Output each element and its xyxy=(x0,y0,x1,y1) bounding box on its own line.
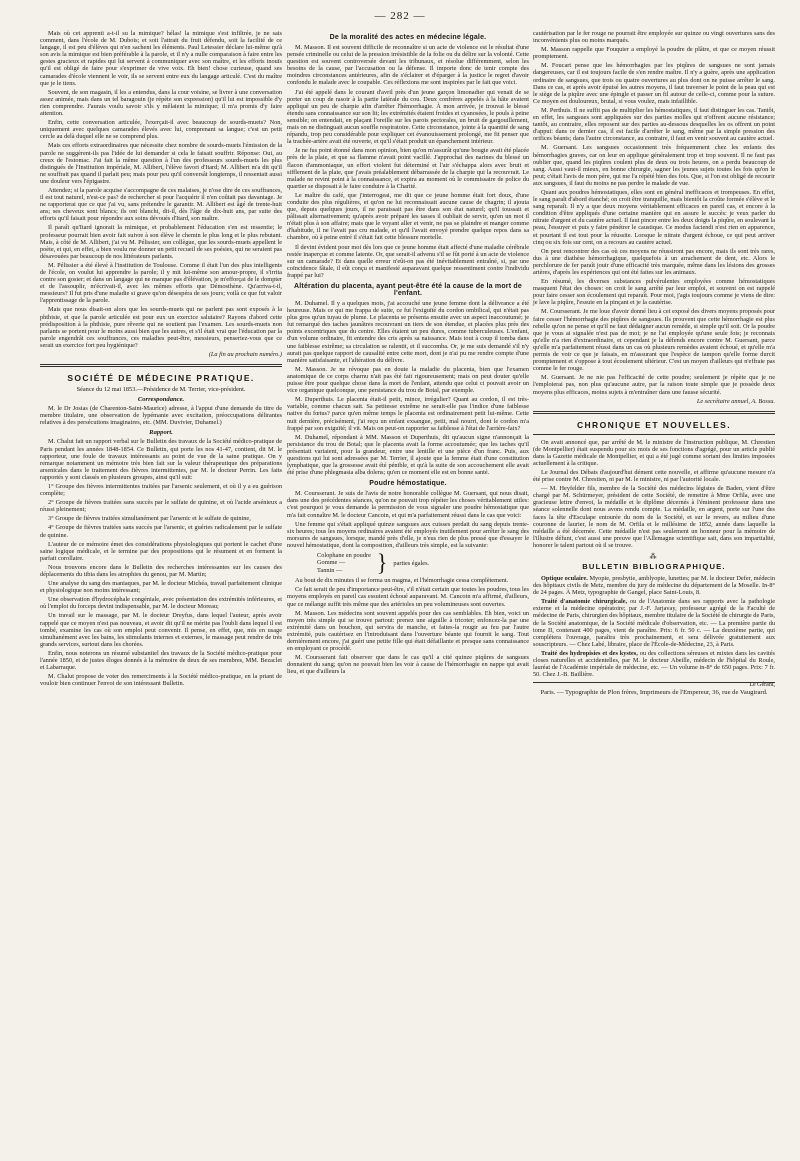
middle-paragraph: M. Masson. Je ne révoque pas en doute la maladie du placenta, bien que l'examen anatomique de ce corps charnu n'ait pas été fait rigoureusement; mais on peut douter qu'elle puisse être pour quelque chose dans la mort de l'enfant, attendu que celui ci pouvait avoir un vice organique quelconque, une persistance du trou de Botal, par exemple. xyxy=(287,365,529,395)
chronique-paragraph: On avait annoncé que, par arrêté de M. le ministre de l'instruction publique, M. Chrestien (de Montpellier) était suspendu pour six mois de ses fonctions d'agrégé, pour un article publié dans la Gazette médicale de Montpellier, et qui a été jugé comme sortant des limites imposées actuellement à la critique. xyxy=(533,438,775,467)
correspondance-text: M. le Dr Josias (de Charenton-Saint-Maurice) adresse, à l'appui d'une demande du titre de membre titulaire, une observation de lypémanie avec excitation, préoccupations délirantes relatives à des persécutions imaginaires, etc. (MM. Duvivier, Duhamel.) xyxy=(40,405,282,427)
biblio-title: BULLETIN BIBLIOGRAPHIQUE. xyxy=(582,562,726,571)
middle-paragraph: Je ne fus point étonné dans mon opinion, bien qu'on m'assurât qu'une bougie avait été placée près de la plaie, et que sa flamme n'avait point vacillé. J'approchai des narines du blessé un flacon d'ammoniaque, un effort violent fut déterminé et l'air s'échappa alors avec bruit et sifflement de la plaie, que j'avais préalablement débarrassée de la charpie qui la recouvrait. Le malade ne revint point à la connaissance, et expira au moment où le commissaire de police du quartier se disposait à le faire conduire à la Charité. xyxy=(287,147,529,190)
middle-column xyxy=(287,30,529,677)
rapport-paragraph: Un travail sur le massage, par M. le docteur Dreyfus, dans lequel l'auteur, après avoir rappelé que ce moyen n'est pas nouveau, et avoir dit qu'il ne mérite pas l'oubli dans lequel il est tombé, examine les cas où son emploi peut convenir. Il pense, en effet, que, mis en usage simultanément avec les bains, les stimulants internes et externes, le massage peut rendre de très grands services, surtout dans les chorées. xyxy=(40,612,282,648)
middle-paragraph: M. Coursserant. Je suis de l'avis de notre honorable collègue M. Guersant, qui nous disait, dans une des précédentes séances, qu'on ne pouvait trop répéter les choses véritablement utiles: c'est pourquoi je vous demande la permission de vous signaler une poudre hémostatique que m'a fait connaître M. le docteur Cancoin, et qui m'a parfaitement réussi dans le cas que voici: xyxy=(287,490,529,519)
powder-formula xyxy=(317,548,529,577)
middle-paragraph: M. Masson. Les médecins sont souvent appelés pour des cas semblables. Eh bien, voici un moyen très simple qui se trouve partout: prenez une aiguille à tricoter; enfoncez-la par une extrémité dans un bouchon, qui servira de manche, et faites-la rougir au feu par l'autre extrémité, puis cautérisez en l'introduisant dans l'ouverture béante qui fournit le sang. Tout dernièrement encore, j'ai guéri une petite fille qui était défaillante et presque sans connaissance en employant ce procédé. xyxy=(287,609,529,653)
right-paragraph: M. Perthuis. Il ne suffit pas de multiplier les hémostatiques, il faut distinguer les cas. Tantôt, en effet, les sangsues sont appliquées sur des parties molles qui n'offrent aucune résistance; tantôt, au contraire, elles reposent sur des parties au-dessous desquelles les os offrent un point d'appui: dans ce dernier cas, il est facile d'arrêter le sang, même par la simple pression des orifices béants; dans l'autre circonstance, au contraire, il faut en venir souvent au cautère actuel. xyxy=(533,106,775,143)
poudre-heading: Poudre hémostatique. xyxy=(369,480,447,488)
formula-item: Tannin — xyxy=(317,566,343,574)
chronique-paragraph: Le Journal des Débats d'aujourd'hui dément cette nouvelle, et affirme qu'aucune mesure n'a été prise contre M. Chrestien, ni par M. le ministre, ni par l'autorité locale. xyxy=(533,468,775,484)
section-divider xyxy=(533,411,775,414)
left-paragraph: Mais où cet apprenti a-t-il su la mimique? hélas! la mimique s'est infiltrée, je ne sais comment, dans l'école de M. Dubois; et soit l'attrait du fruit défendu, soit la facilité de ce langage, il est peu d'élèves qui n'en sachent les éléments. Paul Letessier déclare lui-même qu'à son avis la mimique est bien préférable à la parole, et il n'y a nulle comparaison à faire entre les gestes gracieux et rapides qui lui servent à communiquer avec son maître, et les efforts inouïs qu'il est obligé de faire pour s'exprimer de vive voix. Eh bien! chose curieuse, quand ses camarades d'école viennent le voir, ils se servent entre eux du langage articulé. C'est du maître que je le tiens. xyxy=(40,30,282,87)
rapport-paragraph: 4° Groupe de fièvres traitées sans succès par l'arsenic, et guéries radicalement par le sulfate de quinine. xyxy=(40,524,282,539)
middle-paragraph: M. Masson. Il est souvent difficile de reconnaître si un acte de violence est le résultat d'une pensée criminelle ou celui de la pression irrésistible de la folie ou du délire sur la volonté. Cette question est souvent controversée devant les tribunaux, et résolue différemment, selon les besoins de la cause, par l'accusation ou la défense. Il importe donc de tenir compte des moindres circonstances antérieures, afin de s'éclairer et d'éparger à la justice le regret d'avoir confondu le malade avec le coupable. Ces réflexions me sont inspirées par le fait que voici. xyxy=(287,44,529,87)
right-paragraph: cautérisation par le fer rouge ne pourrait être employée sur quinze ou vingt ouvertures sans des inconvénients plus ou moins marqués. xyxy=(533,30,775,45)
rapport-paragraph: Une analyse du sang des maniaques, par M. le docteur Michéa, travail parfaitement clinique et physiologique non moins intéressant; xyxy=(40,580,282,595)
rapport-paragraph: 3° Groupe de fièvres traitées simultanément par l'arsenic et le sulfate de quinine, xyxy=(48,515,251,523)
biblio-entry-text: ou de l'Anatomie dans ses rapports avec la pathologie externe et la médecine opératoire; par J.-F. Jarjavay, professeur agrégé de la Faculté de médecine de Paris, chirurgien des hôpitaux, membre titulaire de la Société de chirurgie de Paris, de la Société anatomique, de la Société médicale d'observation, etc. — La première partie du tome II, contenant 400 pages, vient de paraître. Prix: 6 fr. 50 c. — La deuxième partie, qui complétera l'ouvrage, paraîtra très prochainement, et sera délivrée gratuitement aux souscripteurs. — Chez Labé, libraire, place de l'École-de-Médecine, 23, à Paris. xyxy=(533,598,775,648)
chronique-title: CHRONIQUE ET NOUVELLES. xyxy=(576,419,732,430)
middle-paragraph: M. Duhamel. Il y a quelques mois, j'ai accouché une jeune femme dont la délivrance a été heureuse. Mais ce qui me frappa de suite, ce fut l'exiguïté du cordon ombilical, qui n'était pas plus gros qu'un tuyau de plume. Le placenta se présenta ensuite avec un aspect inaccoutumé; je fut remarqué des taches jaunâtres recouvrant un tiers de son étendue, et placées plus près des points excentriques que du centre. Elles étaient un peu dures, comme tuberculeuses. L'enfant, d'un volume ordinaire, fit entendre des cris après sa naissance. Mais tout à coup il tomba dans une faiblesse extrême; sa circulation se ralentit, et il succomba. Or, je me suis demandé s'il n'y aurait pas quelque rapport de causalité entre cette mort, dont je n'ai pu me rendre compte d'une manière satisfaisante, et l'altération du délivre. xyxy=(287,300,529,364)
left-paragraph: Souvent, de son magasin, il les a entendus, dans la cour voisine, se livrer à une conversation assez animée, mais dans un tel baragouin (je répète son expression) qu'il lui est impossible d'y rien comprendre. J'aurais voulu savoir s'ils y mêlaient la mimique; il m'a promis d'y faire attention. xyxy=(40,88,282,118)
rapport-paragraph: Une observation d'hydrocéphale congéniale, avec présentation des extrémités inférieures, et où l'emploi du forceps devint indispensable, par M. le docteur Moreau; xyxy=(40,596,282,611)
rapport-paragraph: M. Chalut propose de voter des remerciments à la Société médico-pratique, en la priant de vouloir bien continuer l'envoi de son intéressant Bulletin. xyxy=(40,673,282,688)
placenta-heading: Altération du placenta, ayant peut-être été la cause de la mort de l'enfant. xyxy=(294,283,522,297)
seance-line: Séance du 12 mai 1853.—Présidence de M. Terrier, vice-président. xyxy=(76,386,246,394)
middle-paragraph: M. Duperthuis. Le placenta était-il petit, mince, irrégulier? Quant au cordon, il est très-variable, comme chacun sait. Sa petitesse extrême ne serait-elle pas l'indice d'une faiblesse native du fœtus? parce qu'en même temps le placenta est ordinairement petit lui-même. Cette nuit dernière, précisément, j'ai reçu un enfant exsangue, petit, mal nourri, dont le cordon m'a frappé par son exiguïté; il vit. Mais on peut-on rapporter sa faiblesse à l'état de l'arrière-faix? xyxy=(287,396,529,432)
middle-paragraph: Le maître du café, que j'interrogeai, me dit que ce jeune homme était fort doux, d'une conduite des plus régulières, et qu'on ne lui reconnaissait aucune cause de chagrin; il ajouta que, depuis quelques jours, il ne paraissait pas être dans son état naturel; qu'il toussait et pâlissait alternativement; qu'après avoir préparé les tasses il oubliait de servir, qu'en un mot il n'était plus à son affaire; mais que le voyant aller et venir, ne pas se plaindre et manger comme d'habitude, il ne l'avait pas cru malade, et qu'il l'avait envoyé prendre quelque repos dans sa chambre, où à peine entré il s'était fait cette blessure mortelle. xyxy=(287,191,529,242)
correspondance-heading: Correspondance. xyxy=(137,396,185,404)
title-rule xyxy=(533,434,775,435)
society-title: SOCIÉTÉ DE MÉDECINE PRATIQUE. xyxy=(67,373,255,384)
right-column xyxy=(533,30,775,697)
formula-quantity: parties égales. xyxy=(393,559,430,567)
chronique-paragraph: — M. Heyfelder fils, membre de la Société des médecins légistes de Baden, vient d'être chargé par M. Schürmeyer, président de cette Société, de remettre à Mme Orfila, avec une gracieuse lettre d'envoi, la médaille et le diplôme décernés à l'éminent professeur dans une séance solennelle dont nous avons rendu compte. La médaille, en argent, porte sur l'une des faces la tête d'Esculape entourée du nom de la Société, et sur le revers, au milieu d'une couronne de laurier, le nom de M. Orfila et le millésime de 1852, année dans laquelle la médaille a été décernée. Cette médaille n'est pas seulement un honneur pour la mémoire de l'illustre défunt, c'est aussi une preuve que l'Allemagne scientifique sait, dans son impartialité, honorer le talent partout où il se trouve. xyxy=(533,485,775,549)
right-paragraph: On peut rencontrer des cas où ces moyens ne réussiront pas encore, mais ils sont très rares, dus à une diathèse hémorrhagique, quelquefois à un arrachement de dent, etc. Alors le perchlorure de fer paraît jouir d'une efficacité très marquée, même dans les lésions des grosses artères, d'après les expériences qui ont été faites sur les animaux. xyxy=(533,247,775,276)
middle-paragraph: M. Duhamel, répondant à MM. Masson et Duperthuis, dit qu'aucun signe n'annonçait la persistance du trou de Botal; que le placenta avait la forme accoutumée; que les taches qu'il présentait variaient, pour la grandeur, entre une lentille et une pièce d'un franc. Puis, aux questions qui lui sont adressées par M. Terrier, il ajoute que la femme était d'une constitution lymphatique, que la grossesse avait été pénible, et qu'à la suite de son accouchement elle avait été prise d'une phlegmasia alba dolens; qu'en ce moment elle est en bonne santé. xyxy=(287,433,529,477)
biblio-entry-text: Myopie, presbytie, amblyopie, lunettes; par M. le docteur Defer, médecin des hôpitaux civils de Metz, membre du jury de médecine du département de la Moselle. In-8° de 24 pages. À Metz, typographie de Gangel, place Saint-Louis, 8. xyxy=(533,575,775,597)
left-paragraph: M. Pélissier a été élevé à l'institution de Toulouse. Comme il était l'un des plus intelligents de l'école, on voulut lui apprendre la parole; il y mit lui-même son amour-propre, il s'irrita contre son gosier; et dans un langage qui ne manque pas d'élévation, je m'efforçai de le dompter et de l'assouplir, m'écrivait-il, avec les mêmes efforts que Démosthène. Qu'arriva-t-il, messieurs? Il fut pris d'une maladie si grave qu'on désespéra de ses jours; voilà ce que fut valoir l'apprentissage de la parole. xyxy=(40,261,282,305)
middle-paragraph: M. Coursserant fait observer que dans le cas qu'il a cité quinze piqûres de sangsues donnaient du sang; qu'on ne pouvait bien les voir à cause de l'hémorrhagie en nappe qui avait lieu, et que d'ailleurs la xyxy=(287,654,529,676)
rapport-paragraph: Enfin, nous noterons un résumé substantiel des travaux de la Société médico-pratique pour l'année 1850, et de justes éloges donnés à la mémoire de deux de ses membres, MM. Bezaclet et Labarraque. xyxy=(40,649,282,672)
biblio-entry xyxy=(533,575,775,596)
biblio-entry-title: Optique oculaire. xyxy=(541,575,588,582)
right-paragraph: M. Masson rappelle que Fouquier a employé la poudre de plâtre, et que ce moyen réussit promptement. xyxy=(533,46,775,61)
rapport-paragraph: M. Chalut fait un rapport verbal sur le Bulletin des travaux de la Société médico-pratique de Paris pendant les années 1848-1854. Ce Bulletin, qui porte les nos 41-47, contient, dit M. le rapporteur, une foule de travaux intéressants au point de vue de la saine pratique. On y remarque notamment un mémoire très bien fait sur la valeur thérapeutique des préparations arsenicales dans le traitement des fièvres intermittentes, par M. le docteur Perrin. Les faits rapportés y sont classés en plusieurs groupes, ainsi qu'il suit: xyxy=(40,438,282,481)
imprint xyxy=(533,682,775,697)
imprint-line: Paris. — Typographie de Plon frères, Imprimeurs de l'Empereur, 36, rue de Vaugirard. xyxy=(540,689,768,697)
rapport-paragraph: L'auteur de ce mémoire émet des considérations physiologiques qui portent le cachet d'une saine logique médicale, et le termine par des propositions qui le résument et en forment la parfait corollaire. xyxy=(40,540,282,562)
secretary-signature: Le secrétaire annuel, A. Bossu. xyxy=(696,397,775,405)
formula-item: Gomme — xyxy=(317,559,346,567)
right-paragraph: Quant aux poudres hémostatiques, elles sont en général inefficaces et trompeuses. En effet, le sang paraît d'abord étanché; on croit être tranquille, mais bientôt la croûte formée s'élève et le sang reparaît. Il n'y a que deux moyens véritablement efficaces en pareil cas, et encore à la condition d'être appliqués d'une certaine manière qui en assure le succès: je veux parler du nitrate d'argent et du cautère actuel. Il faut pincer entre les deux doigts la piqûre, en soulevant la peau, l'essuyer et puis y faire pénétrer le caustique. Ce modus faciendi n'est rien en apparence, et pourtant il est tout pour la réussite. Lorsque le nitrate d'argent échoue, ce qui peut arriver cinq ou six fois sur cent, on a recours au cautère actuel. xyxy=(533,188,775,246)
biblio-entry xyxy=(533,598,775,648)
middle-paragraph: Une femme qui s'était appliqué quinze sangsues aux cuisses perdait du sang depuis trente-six heures; tous les moyens ordinaires avaient été employés inutilement pour arrêter le sang des morsures de sangsues, lorsque, mandé près d'elle, je n'eus rien de plus pressé que d'essayer le nouvel hémostatique, dont la composition, d'ailleurs très simple, est la suivante: xyxy=(287,520,529,549)
middle-paragraph: J'ai été appelé dans le courant d'avril près d'un jeune garçon limonadier qui venait de se porter un coup de rasoir à la partie latérale du cou. Deux confrères appelés à la hâte avaient appliqué un peu de charpie afin d'arrêter l'hémorrhagie. À mon arrivée, je trouvai le blessé étendu sans connaissance sur son lit; les extrémités étaient froides et cyanosées, le pouls à peine sensible; on entendait, en plaçant l'oreille sur les parois pectorales, un bruit de gargouillement, mais on ne distinguait aucun souffle respiratoire. Cette circonstance, jointe à la quantité de sang répandu, trop peu considérable pour expliquer cet évanouissement prolongé, me fit penser que la trachée-artère avait été ouverte, et qu'il s'était produit un épanchement intérieur. xyxy=(287,88,529,146)
left-paragraph: Mais que nous disait-on alors que les sourds-muets qui ne parlent pas sont exposés à la phthisie, et que la parole articulée est pour eux un exercice salutaire? Rayons d'abord cette prédisposition à la phthisie, pure rêverie qui ne soutient pas l'examen. Les sourds-muets non parlants se portent pour le moins aussi bien que les autres, et s'il était vrai que l'éducation par la parole engendrât ces souffrances, ces maladies peut-être, messieurs, penseriez-vous que ce serait un exercice fort peu hygiénique? xyxy=(40,306,282,349)
middle-paragraph: Il devint évident pour moi dès lors que ce jeune homme était affecté d'une maladie cérébrale restée inaperçue et comme latente. Or, que serait-il advenu s'il se fût porté à un acte de violence sur un camarade? Et dans quelle erreur n'eût-on pas été inévitablement entraîné, si, par une coïncidence fâtale, il eût conçu et manifesté auparavant quelque ressentiment contre l'individu frappé par lui? xyxy=(287,243,529,279)
rapport-paragraph: Nous trouvons encore dans le Bulletin des recherches intéressantes sur les causes des déplacements du tibia dans les atrophies du genou, par M. Martin; xyxy=(40,563,282,578)
left-paragraph: Mais ces efforts extraordinaires que nécessite chez nombre de sourds-muets l'émission de la parole ne suggèrent-ils pas l'idée de lui demander si cela le faisait souffrir. Réponse: Oui, au creux de l'estomac. J'ai fait la même question à l'un des professeurs sourds-muets les plus distingués de l'Institution impériale, M. Allibert, l'élève favori d'Itard; M. Allibert m'a dit qu'il ne souffrait pas quand il parlait peu; mais pour peu qu'il conversât longtemps, il ressentait aussi une douleur vers l'épigastre. xyxy=(40,142,282,185)
right-paragraph: En résumé, les diverses substances pulvérulentes employées comme hémostatiques masquent l'état des choses: on croit le sang arrêté par leur emploi, et souvent on est rappelé pour faire cesser son écoulement qui reparaît. Pour moi, j'agis toujours comme je viens de dire: je lave la piqûre, l'essuie en la pinçant et je la cautérise. xyxy=(533,278,775,307)
moralite-heading: De la moralité des actes en médecine légale. xyxy=(329,34,487,41)
continued-note: (La fin au prochain numéro.) xyxy=(208,351,282,359)
right-paragraph: M. Guersant. Les sangsues occasionnent très fréquemment chez les enfants des hémorrhagies graves, car on leur en applique généralement trop et trop souvent. Il ne faut pas oublier que, quand les piqûres coulent plus de deux ou trois heures, on a perdu beaucoup de sang. Aussi vaut-il mieux, en bonne chirurgie, sagner les jeunes sujets toutes les fois qu'on le peut; c'était l'avis de mon père, qui me l'a répété bien des fois. Que, si l'on est obligé de recourir aux sangsues, il faut du moins ne pas perdre le malade de vue. xyxy=(533,144,775,187)
brace-icon: } xyxy=(376,548,388,577)
left-paragraph: Attendez; si la parole acquise s'accompagne de ces malaises, je n'ose dire de ces souffrances, il est tout naturel, n'est-ce pas? de rechercher si pour l'acquérir il n'en coûtait pas davantage. Je ne rapporterai que ce que j'ai vu, sans prétendre le garantir. M. Allibert est âgé de trente-huit ans; ses cheveux sont blancs; ils ont blanchi, dit-il, dès l'âge de dix-huit ans, par suite des efforts qu'il faisait pour répondre aux soins dévoués d'Itard, son maître. xyxy=(40,186,282,223)
biblio-entry-text: ou des collections séreuses et mixtes dans les cavités closes naturelles et accidentelles, par M. le docteur Abeille, médecin de l'hôpital du Roule, lauréat de l'Académie impériale de médecine, etc. — Un volume in-8° de 650 pages. Prix: 7 fr. 50. Chez J.-B. Baillière. xyxy=(533,649,776,679)
left-column xyxy=(40,30,282,689)
rapport-paragraph: 1° Groupe des fièvres intermittentes traitées par l'arsenic seulement, et où il y a eu guérison complète; xyxy=(40,482,282,498)
gerant-label: Le Gérant, xyxy=(749,682,775,689)
right-paragraph: M. Foucart pense que les hémorrhagies par les piqûres de sangsues ne sont jamais dangereuses, car il est toujours facile de s'en rendre maître. Il n'y a guère, après une application ordinaire de sangsues, que trois ou quatre ouvertures au plus dont on ne puisse arrêter le sang. Dans ce cas, et après avoir épuisé les autres moyens, il faut traverser le point de la peau qui est le siège de la piqûre avec une épingle et passer un fil autour de celle-ci, comme pour la suture. Ce moyen est douloureux, brutal, si vous voulez, mais infaillible. xyxy=(533,62,775,105)
biblio-entry-title: Traité d'anatomie chirurgicale, xyxy=(541,598,628,606)
section-divider xyxy=(40,364,282,367)
middle-paragraph: Au bout de dix minutes il se forma un magma, et l'hémorrhagie cessa complètement. xyxy=(295,577,509,585)
right-paragraph: M. Guersant. Je ne nie pas l'efficacité de cette poudre; seulement je répète que je ne l'emploierai pas, non plus qu'aucune autre, par la raison toute simple que je possède deux moyens plus efficaces, moins sujets à m'entraîner dans une fausse sécurité. xyxy=(533,374,775,396)
rapport-paragraph: 2° Groupe de fièvres traitées sans succès par le sulfate de quinine, et où l'acide arsénieux a réussi pleinement; xyxy=(40,499,282,514)
biblio-entry xyxy=(533,650,775,678)
page-number: — 282 — xyxy=(374,10,426,22)
biblio-entry-title: Traité des hydropisies et des kystes, xyxy=(541,649,638,657)
rapport-heading: Rapport. xyxy=(149,429,173,437)
right-paragraph: M. Coursserant. Je me loue d'avoir donné lieu à cet exposé des divers moyens proposés pour faire cesser l'hémorrhagie des piqûres de sangsues. Ils prouvent que cette hémorrhagie est plus rebelle qu'on ne pense et qu'il ne faut dédaigner aucun remède, si simple qu'il soit. Or la poudre que je vous ai signalée n'est pas de moi; je ne l'ai employée qu'une seule fois; je reconnais qu'elle n'a rien d'extraordinaire, et cependant je la défends encore contre M. Guersant, parce qu'elle m'a parfaitement réussi dans un cas où plusieurs remèdes avaient échoué, et qu'elle m'a permis de voir ce que je faisais, en m'assurant que l'espèce de tampon qu'elle forme durcit promptement et s'oppose à tout écoulement ultérieur. C'est un moyen d'ailleurs qui n'effraie pas comme le fer rouge. xyxy=(533,308,775,373)
imprint-rule xyxy=(533,682,775,683)
left-paragraph: Il paraît qu'Itard ignorait la mimique, et probablement l'éducation s'en est ressentie; le professeur pourrait bien avoir fait suivre à son élève le chemin le plus long et le plus rebutant. Mais, à côté de M. Allibert, j'ai vu M. Pélissier, son collègue, que les sourds-muets appellent le poète, et qui, en effet, a bien voulu me donner un petit recueil de ses poésies, qui ne seraient pas désavouées par beaucoup de nos littérateurs parlants. xyxy=(40,224,282,260)
left-paragraph: Enfin, cette conversation articulée, l'exerçait-il avec beaucoup de sourds-muets? Non, uniquement avec quelques camarades élevés avec lui, comprenant sa langue; c'est un petit cercle au delà duquel elle ne se comprend plus. xyxy=(40,119,282,141)
middle-paragraph: Ce fait serait de peu d'importance peut-être, s'il n'était certain que toutes les poudres, tous les moyens employés en pareil cas essuient échoué auparavant. M. Cancoin m'a affirmé, d'ailleurs, que ce mélange suffit très même que des artérioles un peu volumineuses sont ouvertes. xyxy=(287,586,529,608)
ornament-icon: ⁂ xyxy=(649,553,659,561)
formula-item: Colophane en poudre xyxy=(317,552,371,559)
